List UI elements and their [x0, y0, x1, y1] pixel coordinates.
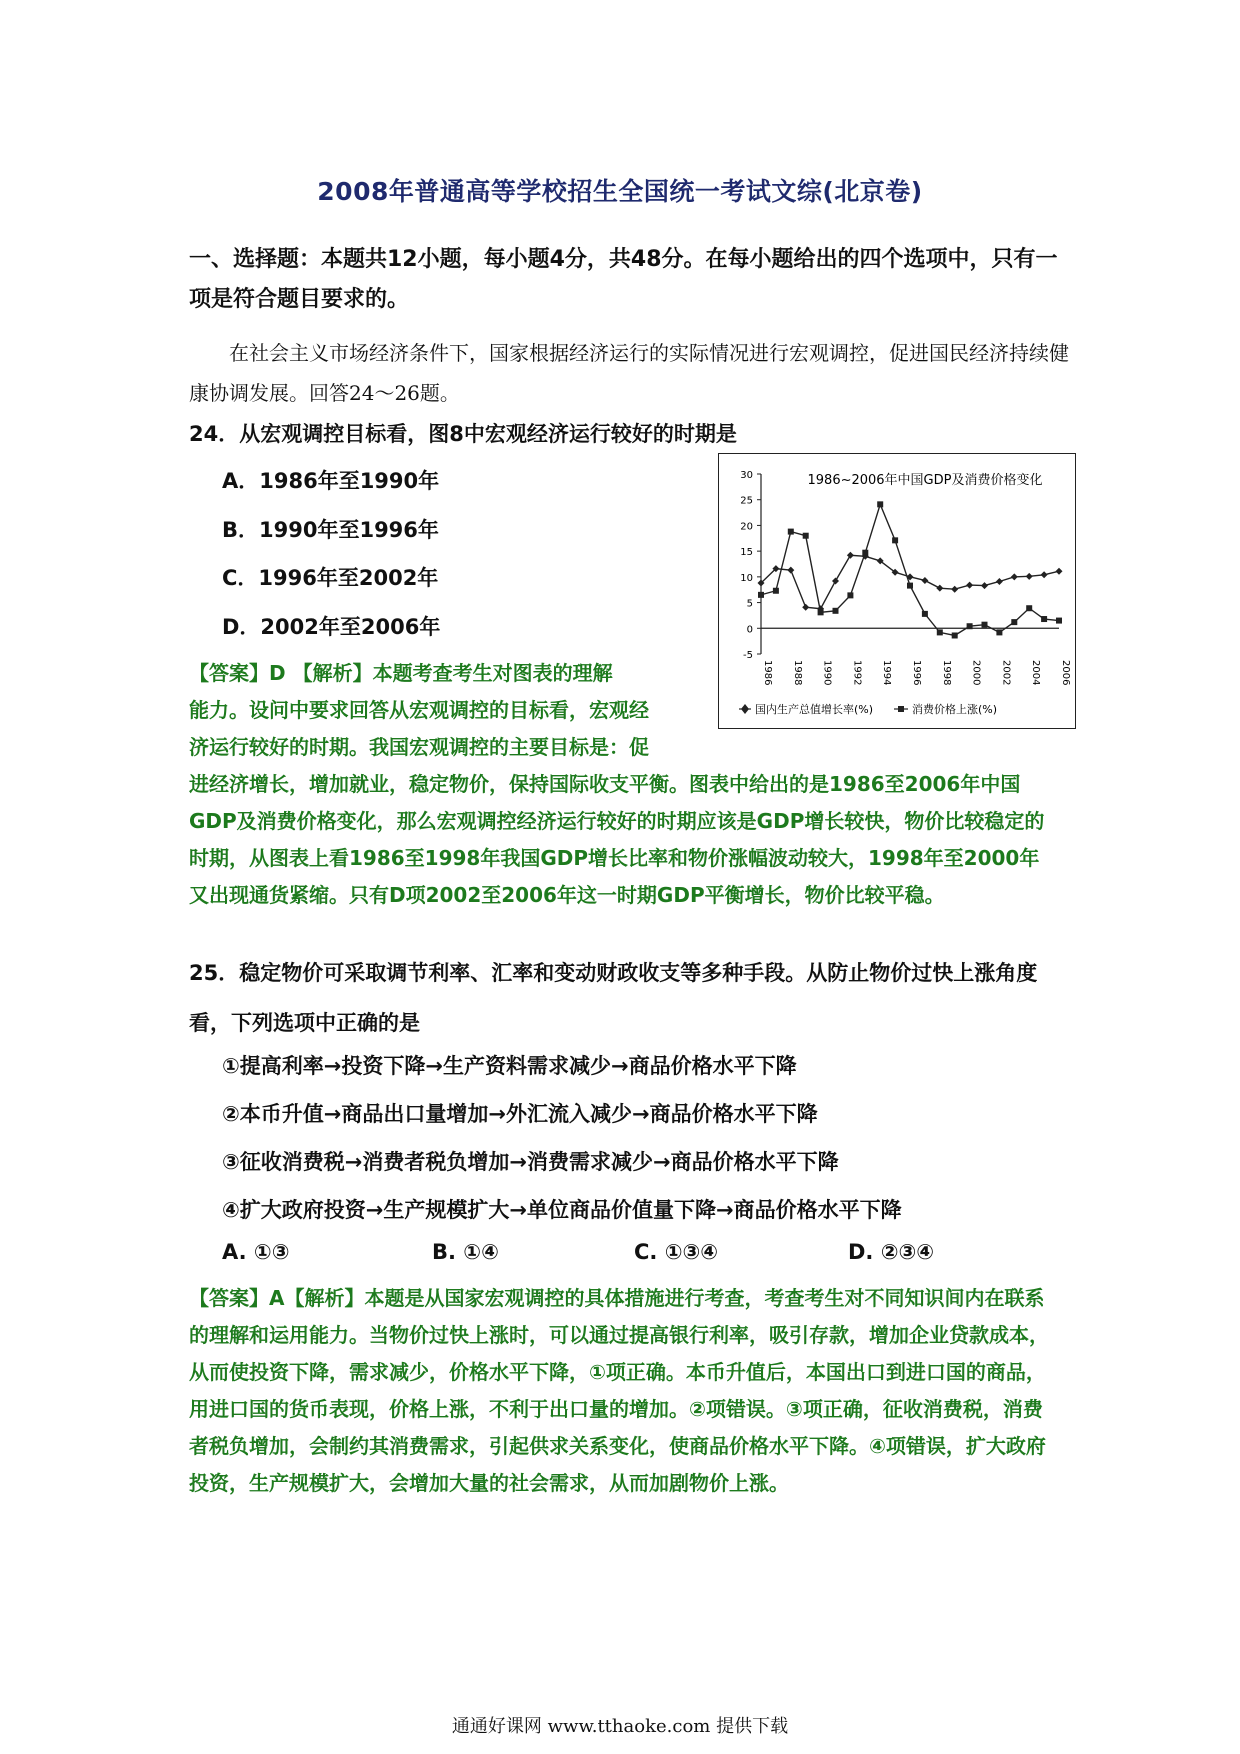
gdp-point	[1026, 573, 1033, 580]
q25-options	[0, 1240, 1240, 1270]
q25-statement-3: ③征收消费税→消费者税负增加→消费需求减少→商品价格水平下降	[222, 1150, 839, 1174]
cpi-point	[833, 608, 839, 614]
gdp-point	[966, 582, 973, 589]
cpi-point	[847, 592, 853, 598]
q25-answer: 【答案】A【解析】本题是从国家宏观调控的具体措施进行考查，考查考生对不同知识间内在联系的理解和运用能力。当物价过快上涨时，可以通过提高银行利率，吸引存款，增加企业贷款成本，从而使投资下降，需求减少，价格水平下降，①项正确。本币升值后，本国出口到进口国的商品，用进口国的货币表现，价格上涨，不利于出口量的增加。②项错误。③项正确，征收消费税，消费者税负增加，会制约其消费需求，引起供求关系变化，使商品价格水平下降。④项错误，扩大政府投资，生产规模扩大，会增加大量的社会需求，从而加剧物价上涨。	[189, 1286, 1049, 1495]
y-tick-label: 5	[746, 598, 753, 610]
x-tick-label: 1996	[911, 660, 922, 686]
series-line-2	[761, 504, 1059, 635]
cpi-point	[818, 609, 824, 615]
page-footer: 通通好课网 www.tthaoke.com 提供下载	[451, 1716, 789, 1737]
chart-svg	[719, 454, 1075, 728]
y-tick-label: 25	[740, 495, 753, 507]
cpi-point	[1011, 619, 1017, 625]
q25-option-c: C. ①③④	[634, 1240, 719, 1264]
cpi-point	[982, 622, 988, 628]
x-tick-label: 1998	[940, 660, 952, 686]
y-tick-label: 20	[740, 521, 753, 533]
y-tick-label: 10	[740, 572, 753, 584]
x-tick-label: 1986	[762, 660, 773, 686]
y-tick-label: -5	[743, 650, 753, 661]
gdp-point	[921, 577, 928, 584]
gdp-point	[1011, 573, 1018, 580]
question-25-stem	[189, 948, 1059, 1048]
q24-answer-rest: 进经济增长，增加就业，稳定物价，保持国际收支平衡。图表中给出的是1986至2006年中国GDP及消费价格变化，那么宏观调控经济运行较好的时期应该是GDP增长较快，物价比较稳定的时期，从图表上看1986至1998年我国GDP增长比率和物价涨幅波动较大，1998年至2000年又出现通货紧缩。只有D项2002至2006年这一时期GDP平衡增长，物价比较平稳。	[189, 772, 1045, 907]
x-tick-label: 2000	[970, 660, 982, 686]
cpi-point	[952, 632, 958, 638]
cpi-point	[892, 537, 898, 543]
cpi-point	[773, 588, 779, 594]
gdp-point	[951, 586, 958, 593]
q24-answer-line-2: 能力。设问中要求回答从宏观调控的目标看，宏观经	[189, 698, 649, 722]
cpi-point	[996, 629, 1002, 635]
x-tick-label: 1994	[881, 660, 893, 686]
q24-answer-line-1: 【答案】D 【解析】本题考查考生对图表的理解	[189, 661, 613, 685]
x-tick-label: 1990	[821, 660, 833, 686]
series-line-1	[761, 555, 1059, 608]
cpi-point	[803, 533, 809, 539]
cpi-point	[937, 629, 943, 635]
cpi-point	[922, 611, 928, 617]
intro-paragraph: 在社会主义市场经济条件下，国家根据经济运行的实际情况进行宏观调控，促进国民经济持续健康协调发展。回答24～26题。	[189, 341, 1069, 405]
x-tick-label: 2006	[1060, 660, 1071, 686]
q24-option-d: D．2002年至2006年	[222, 615, 441, 639]
q25-statement-1: ①提高利率→投资下降→生产资料需求减少→商品价格水平下降	[222, 1054, 797, 1078]
x-tick-label: 1988	[791, 660, 803, 686]
x-tick-label: 1992	[851, 660, 863, 686]
cpi-point	[907, 583, 913, 589]
gdp-point	[1056, 568, 1063, 575]
cpi-point	[877, 501, 883, 507]
q25-option-a: A. ①③	[222, 1240, 290, 1264]
gdp-point	[1041, 571, 1048, 578]
y-tick-label: 0	[746, 624, 753, 636]
q24-option-b: B．1990年至1996年	[222, 518, 439, 542]
gdp-point	[996, 578, 1003, 585]
q25-option-d: D. ②③④	[848, 1240, 935, 1264]
y-tick-label: 30	[740, 470, 753, 481]
gdp-point	[832, 577, 839, 584]
cpi-point	[862, 550, 868, 556]
gdp-point	[981, 582, 988, 589]
q25-stem-text: 25．稳定物价可采取调节利率、汇率和变动财政收支等多种手段。从防止物价过快上涨角度看，下列选项中正确的是	[189, 961, 1038, 1035]
document-title: 2008年普通高等学校招生全国统一考试文综(北京卷)	[317, 177, 923, 206]
x-tick-label: 2004	[1030, 660, 1042, 686]
q24-answer-line-3: 济运行较好的时期。我国宏观调控的主要目标是：促	[189, 735, 649, 759]
chart-title: 1986~2006年中国GDP及消费价格变化	[807, 473, 1043, 488]
gdp-point	[787, 567, 794, 574]
x-tick-label: 2002	[1000, 660, 1012, 686]
q25-statement-4: ④扩大政府投资→生产规模扩大→单位商品价值量下降→商品价格水平下降	[222, 1198, 902, 1222]
cpi-point	[788, 529, 794, 535]
q25-option-b: B. ①④	[432, 1240, 499, 1264]
section-header: 一、选择题：本题共12小题，每小题4分，共48分。在每小题给出的四个选项中，只有一项是符合题目要求的。	[189, 247, 1058, 312]
y-tick-label: 15	[740, 547, 753, 559]
gdp-cpi-chart	[718, 453, 1076, 729]
gdp-point	[802, 604, 809, 611]
q24-option-a: A．1986年至1990年	[222, 469, 440, 493]
question-24-stem: 24．从宏观调控目标看，图8中宏观经济运行较好的时期是	[189, 422, 737, 446]
cpi-point	[1056, 618, 1062, 624]
cpi-point	[758, 592, 764, 598]
legend-cpi-label: 消费价格上涨(%)	[912, 703, 998, 716]
gdp-point	[847, 552, 854, 559]
q24-option-c: C．1996年至2002年	[222, 566, 439, 590]
gdp-point	[936, 585, 943, 592]
cpi-point	[967, 623, 973, 629]
q25-statement-2: ②本币升值→商品出口量增加→外汇流入减少→商品价格水平下降	[222, 1102, 818, 1126]
legend-gdp-label: 国内生产总值增长率(%)	[755, 703, 874, 716]
cpi-point	[1041, 616, 1047, 622]
cpi-point	[1026, 605, 1032, 611]
